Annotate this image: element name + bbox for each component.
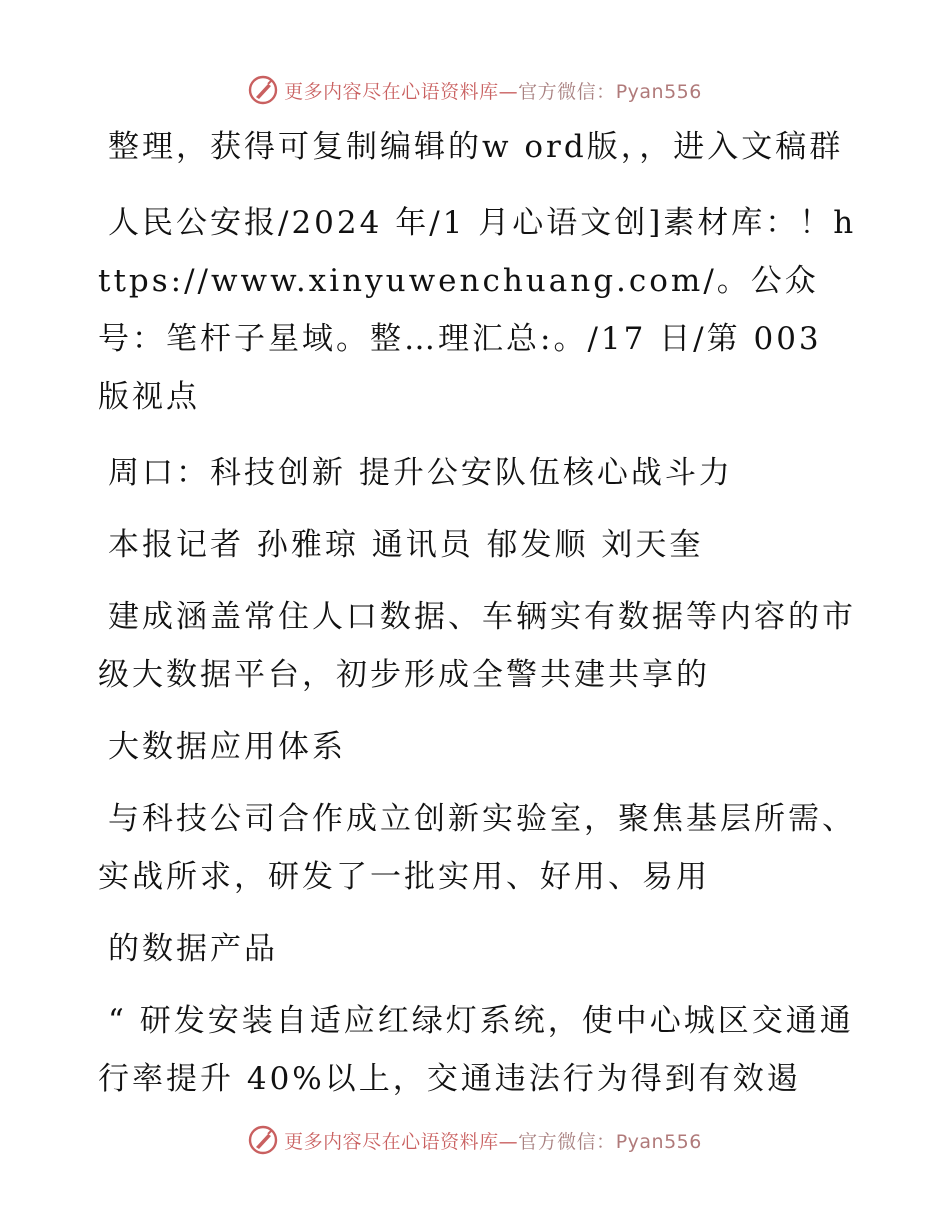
watermark-brand: 更多内容尽在心语资料库 [284, 1130, 499, 1153]
paragraph-data-products: 的数据产品 [108, 931, 278, 967]
watermark-wechat-id: Pyan556 [615, 80, 702, 103]
watermark-text [284, 77, 702, 104]
document-body [98, 118, 858, 1122]
quill-pen-logo-icon [248, 75, 278, 105]
header-watermark [0, 70, 950, 110]
paragraph-big-data-platform: 建成涵盖常住人口数据、车辆实有数据等内容的市级大数据平台，初步形成全警共建共享的 [98, 599, 856, 693]
quill-pen-logo-icon [248, 1125, 278, 1155]
paragraph-innovation-lab: 与科技公司合作成立创新实验室，聚焦基层所需、实战所求，研发了一批实用、好用、易用 [98, 801, 856, 895]
paragraph-source: 人民公安报/2024 年/1 月心语文创]素材库：！https://www.xinyuwenchuang.com/。公众号：笔杆子星域。整…理汇总:。/17 日/第 003 版视点 [98, 205, 857, 415]
watermark-brand: 更多内容尽在心语资料库 [284, 80, 499, 103]
watermark-label: 官方微信： [518, 80, 616, 103]
article-byline: 本报记者 孙雅琼 通讯员 郁发顺 刘天奎 [108, 527, 704, 563]
watermark-separator: — [498, 1130, 519, 1153]
watermark-wechat-id: Pyan556 [615, 1130, 702, 1153]
footer-watermark [0, 1120, 950, 1160]
watermark-separator: — [498, 80, 519, 103]
paragraph-big-data-system: 大数据应用体系 [108, 729, 346, 765]
watermark-text [284, 1127, 702, 1154]
article-headline: 周口：科技创新 提升公安队伍核心战斗力 [108, 455, 733, 491]
paragraph-traffic-lights: “ 研发安装自适应红绿灯系统，使中心城区交通通行率提升 40%以上，交通违法行为得到有效遏 [98, 1003, 854, 1097]
watermark-label: 官方微信： [518, 1130, 616, 1153]
paragraph-intro: 整理，获得可复制编辑的w ord版，，进入文稿群 [108, 129, 844, 165]
